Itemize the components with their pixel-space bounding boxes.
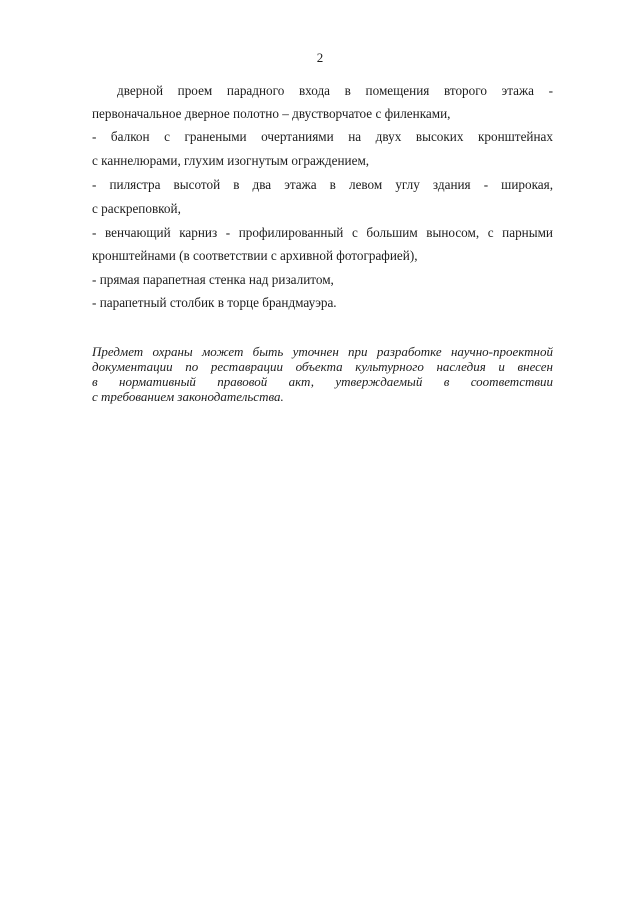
page-number: 2	[316, 50, 324, 65]
body-line: - прямая парапетная стенка над ризалитом,	[92, 272, 334, 287]
note-line: в нормативный правовой акт, утверждаемый в соответствии	[92, 374, 553, 389]
body-line: - балкон с гранеными очертаниями на двух высоких кронштейнах	[92, 129, 553, 144]
body-line: - пилястра высотой в два этажа в левом углу здания - широкая,	[92, 177, 553, 192]
body-line: - венчающий карниз - профилированный с большим выносом, с парными	[92, 225, 553, 240]
body-line: - парапетный столбик в торце брандмауэра.	[92, 295, 337, 310]
body-line: с каннелюрами, глухим изогнутым ограждением,	[92, 153, 370, 168]
body-line: с раскреповкой,	[92, 201, 181, 216]
body-line: кронштейнами (в соответствии с архивной фотографией),	[92, 248, 418, 263]
note-line: с требованием законодательства.	[92, 389, 284, 404]
note-line: документации по реставрации объекта культурного наследия и внесен	[92, 359, 553, 374]
body-line: первоначальное дверное полотно – двустворчатое с филенками,	[92, 106, 451, 121]
note-line: Предмет охраны может быть уточнен при разработке научно-проектной	[92, 344, 553, 359]
body-line: дверной проем парадного входа в помещения второго этажа -	[117, 83, 553, 98]
